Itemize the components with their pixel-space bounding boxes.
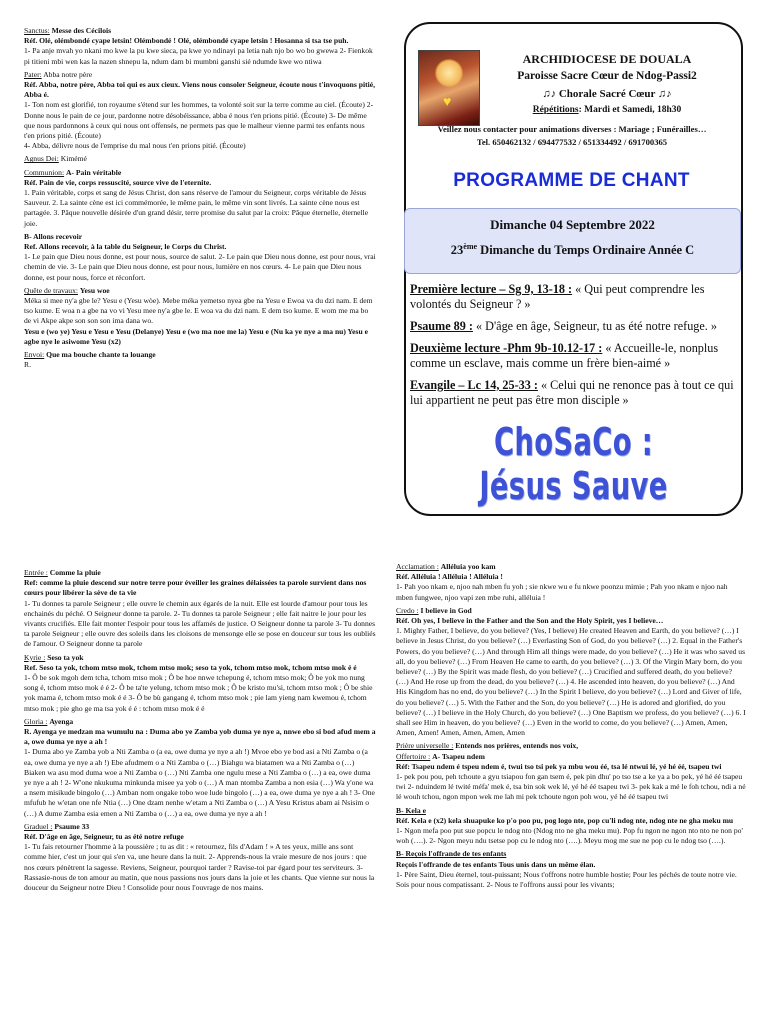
gloria-label: Gloria :: [24, 716, 48, 726]
psalm-label: Psaume 89 :: [410, 319, 473, 333]
kela-title: B- Kela e: [396, 805, 426, 815]
mass-date: Dimanche 04 Septembre 2022: [490, 217, 655, 232]
graduel-verse-3: 3- Rassasie-nous de ton amour au matin, que nous passions nos jours dans la joie et les chants. Que vienne sur nous la douceur du Seigneur notre Dieu ! Consolide pour nous l'ouvrage de nos mains.: [24, 862, 375, 893]
pater-verse-3: 3- De même que nous pardonnons à ceux qui nous ont offensés, ne permets pas que le malheur vienne parmi tes enfants nous t'en prions pitié. (Écoute): [24, 110, 367, 141]
second-reading: [410, 341, 735, 371]
quete-title: Yesu woe: [79, 285, 110, 295]
first-reading: [410, 282, 735, 312]
entree-section: [24, 568, 376, 650]
agnus-title: Kimémé: [60, 154, 87, 164]
liturgical-sunday: [405, 242, 740, 258]
phone-numbers: Tel. 650462132 / 694477532 / 651334492 / 691700365: [476, 137, 668, 147]
credo-verse-3: 3. Of the Virgin Mary born, do you believe? (…) By the Spirit was made flesh, do you believe? (…) Crucified and suffered death, do you believe? (…) And He rose up from the dead, do you believe? (…): [396, 656, 742, 687]
first-reading-label: Première lecture – Sg 9, 13-18 :: [410, 282, 573, 296]
credo-title: I believe in God: [420, 605, 472, 615]
kela-section: [396, 806, 746, 847]
repetitions-label: Répétitions: [532, 105, 579, 115]
heart-icon: ♥: [443, 93, 452, 109]
repetitions-value: : Mardi et Samedi, 18h30: [578, 105, 682, 115]
graduel-verse-1: 1- Tu fais retourner l'homme à la poussière ; tu as dit : « retournez, fils d'Adam ! » A tes yeux, mille ans sont comme hier, c'est un jour qui s'en va, une heure dans la nuit.: [24, 842, 354, 862]
gloria-verse-3: 3- One mfufub he w'etan one nfe Ntia (…) One dzam nenhe w'etam a Nti Zamba o (…) A Yesu Kristus abam ai Nsisim o (…) A dume Zamba esia emen a Nti Zamba o (…) a ea, owe duma ye nye a ah !: [24, 788, 375, 818]
pater-verse-2: 2- Donne nous le pain de ce jour, pardonne notre désobéissance, abba é nous t'en prions pitié. (Écoute): [24, 100, 374, 120]
quete-section: [24, 286, 376, 347]
kela-verse-1: 1- Ngon mefa poo put sue popcu le ndog nto (Ndog nto ne gha meku mu). Pop fu ngon ne ngon nto nto ne non po' woh (….).: [396, 826, 743, 846]
date-box: [404, 208, 741, 274]
credo-verse-1: 1. Mighty Father, I believe, do you believe? (Yes, I believe) He created Heaven and Earth, do you believe? (…) I believe in Jesus Christ, do you believe? (…) Everlasting Son of God, do you believe? (…): [396, 626, 739, 646]
offertoire-refrain: Réf: Tsapeu ndem é tspeu ndem é, twui tso tsi pek ya mbu wou éé, tsa lé ntwui lé, yé hé éé, tsapeu twi: [396, 761, 722, 771]
communion-verse-1: 1. Pain véritable, corps et sang de Jésus Christ, don sans réserve de l'amour du Seigneur, corps véritable de Jésus Sauveur.: [24, 188, 367, 208]
parish-name: Paroisse Sacre Cœur de Ndog-Passi2: [517, 70, 697, 82]
kyrie-label: Kyrie :: [24, 652, 46, 662]
recois-refrain: Reçois l'offrande de tes enfants Tous unis dans un même élan.: [396, 859, 596, 869]
gloria-verse-2: 2- W'one nkukuma minkunda misee ya yob o (…) A man ntomba Zamba a non esia (…) Wa y'one wa a nsem misikude bingolo (…) Amban nom ongake tobo woe lude bingolo (…) a ea, owe duma ye nye a ah !: [24, 778, 374, 798]
sanctus-label: Sanctus:: [24, 26, 50, 35]
priere-label: Prière universelle :: [396, 741, 454, 751]
quete-label: Quête de travaux:: [24, 285, 78, 295]
first-reading-text: « Qui peut comprendre les volontés du Seigneur ? »: [410, 282, 705, 311]
second-reading-label: Deuxième lecture -Phm 9b-10.12-17 :: [410, 341, 603, 355]
pater-refrain: Réf. Abba, notre père, Abba toi qui es aux cieux. Viens nous consoler Seigneur, écoute nous t'invoquons pitié, Abba é.: [24, 80, 375, 100]
allons-title: B- Allons recevoir: [24, 231, 83, 241]
communion-label: Communion:: [24, 167, 65, 177]
envoi-r: R.: [24, 360, 31, 370]
right-bottom-column: [396, 562, 746, 893]
credo-refrain: Réf. Oh yes, I believe in the Father and the Son and the Holy Spirit, yes I believe…: [396, 616, 664, 626]
credo-verse-2: 2. Equal in the Father's Powers, do you believe? (…) And through Him all things were made, do you believe? (…) He it was who saved us all, do you believe? (…) From Heaven He came to earth, do you believe? (…): [396, 636, 746, 666]
acclamation-title: Alléluia yoo kam: [440, 562, 496, 571]
allons-section: [24, 232, 376, 283]
acclamation-refrain: Réf. Alléluia ! Alléluia ! Alléluia !: [396, 572, 503, 582]
recois-verse-2: 2- Nous te l'offrons aussi pour les vivants;: [486, 880, 615, 890]
left-top-column: [24, 26, 376, 374]
agnus-label: Agnus Dei:: [24, 154, 59, 164]
entree-verse-3: 3- Tu donnes ta parole Seigneur ; elle ouvre des soleils dans les cloisons de mensonge elle se pose en douceur sur tous les oubliés de l'amour. O Seigneur donne ta parole: [24, 619, 376, 649]
kyrie-verse-1: 1- Ô be sok mgoh dem tcha, tchom mtso mok ; Ô be hoe nnwe tchepung é, tchom mtso mok; Ô be yok mo nung song é, tchom mtso mok é é: [24, 673, 365, 693]
acclamation-section: [396, 562, 746, 603]
sunday-superscript: ème: [463, 242, 478, 251]
gloria-refrain: R. Ayenga ye medzan ma wumulu na : Duma abo ye Zamba yob duma ye nye a, nnwe ebo si bod afud mem a a, owe duma ye nye a ah !: [24, 727, 376, 747]
diocese-name: ARCHIDIOCESE DE DOUALA: [522, 52, 692, 66]
sunday-number: 23: [450, 243, 464, 258]
psalm: [410, 319, 735, 334]
sanctus-refrain: Réf. Olé, olémbondé cyape letsin! Olémbondé ! Olé, olémbondé cyape letsin ! Hosanna si tsa tse puh.: [24, 36, 349, 46]
pater-section: [24, 70, 376, 152]
pater-label: Pater:: [24, 69, 42, 79]
communion-refrain: Réf. Pain de vie, corps ressuscité, source vive de l'eternite.: [24, 177, 212, 187]
psalm-text: « D'âge en âge, Seigneur, tu as été notre refuge. »: [476, 319, 717, 333]
graduel-verse-2: 2- Apprends-nous la vraie mesure de nos jours : que nos cœurs pénètrent la sagesse. Reviens, Seigneur, pourquoi tarder ? Ravise-toi par égard pour tes serviteurs.: [24, 852, 367, 872]
recois-verse-1: 1- Père Saint, Dieu éternel, tout-puissant; Nous t'offrons notre humble hostie; Pour les péchés de toute notre vie. Sois pour nous compatissant.: [396, 869, 737, 890]
quete-body: Méka si mee ny'a gbe le? Yesu e (Yesu wòe). Mebe méka yemetso nyea gbe na Yesu e Ewoa va du dzi nam. E dem tso kume. E woa n a gbe na vo vi Yesu mee ny'a gbe le. E woa va du dzi nam. E dem tso kume. E wom me ma bo de vi Akpe akpe son son son ima dana wo.: [24, 296, 373, 326]
credo-label: Credo :: [396, 605, 419, 615]
priere-section: [396, 741, 746, 802]
offertoire-verse-2: 2- nduindem lé twité méfa' mek é, tsa bin sok wek lé, yé hé éé tsapeu twi: [407, 782, 630, 792]
kela-refrain: Réf. Kela e (x2) kela shuapuke ko p'o poo pu, pog logo nte, pop cu'li ndog nte, ndog nte ne gha meku mu: [396, 815, 734, 825]
entree-refrain: Ref: comme la pluie descend sur notre terre pour éveiller les graines délaissées ta parole survient dans nos cœurs pour libérer la sève de ta vie: [24, 578, 367, 598]
kyrie-title: Seso ta yok: [47, 652, 84, 662]
credo-verse-4: 4. He ascended into heaven, do you believe? (…) And His Kingdom has no end, do you believe? (…) In the Spirit I believe, do you believe? (…) Lord and Giver of life, do you believe? (…): [396, 677, 742, 707]
envoi-label: Envoi:: [24, 350, 45, 360]
halo-icon: [435, 59, 463, 87]
graduel-section: [24, 822, 376, 893]
readings-list: [410, 282, 735, 415]
sanctus-verse-2: 2- Fienkok pi titieni mbi wen kas la nazen shnepu la, ndum dam bi mumbni ganshi sié ndumde kwe wo ntiwa: [24, 46, 373, 66]
kyrie-verse-3: 3- Ô be bù gangang é, tchom mtso mok ; pie lam yieng nam kwemou é, tchom mtso mok ; pie gho ge ma tsa yok é é : tchom mtso mok é é: [24, 693, 367, 713]
second-reading-text: « Accueille-le, nonplus comme un esclave, mais comme un frère bien-aimé »: [410, 341, 719, 370]
recois-section: [396, 849, 746, 890]
choir-name: ♫♪ Chorale Sacré Cœur ♫♪: [542, 88, 672, 100]
acclamation-label: Acclamation :: [396, 562, 439, 571]
entree-title: Comme la pluie: [49, 568, 101, 577]
allons-verse-4: 4- Le pain que Dieu nous donne, est pour nous, force et réconfort.: [24, 262, 362, 282]
credo-verse-6: 6. I shall see Him in heaven, do you believe? (…) Even in the world to come, do you believe? (…) Amen, Amen, Amen, Amen! Amen, Amen, Amen, Amen: [396, 707, 746, 738]
kela-verse-2: 2- Ngon meyu ndu tsetse pop cu le ndog nto (….). Meyu mog me sue ne pop cu le ndog tso (….).: [429, 836, 726, 846]
sanctus-title: Messe des Cécilois: [51, 26, 112, 35]
offertoire-verse-3: 3- pek kak a mé le foh tchou, ndi a né lé wouh tchou, ngon mpon wek me lah mi pek tchoute ngon poh wou, yé hé éé tsapeu twi: [396, 782, 746, 802]
gospel: [410, 378, 735, 408]
agnus-section: [24, 154, 376, 164]
communion-title: A- Pain véritable: [66, 167, 122, 177]
offertoire-label: Offertoire :: [396, 751, 431, 761]
sanctus-section: [24, 26, 376, 67]
graduel-refrain: Réf. D'âge en âge, Seigneur, tu as été notre refuge: [24, 832, 184, 842]
allons-refrain: Ref. Allons recevoir, à la table du Seigneur, le Corps du Christ.: [24, 242, 227, 252]
credo-verse-5: 5. With the Father and the Son, do you believe? (…) He is adored and glorified, do you believe? (…) I believe in the Holy Church, do you believe? (…) One Baptism we profess, do you believe? (…): [396, 697, 734, 717]
credo-section: [396, 606, 746, 739]
contact-line: Veillez nous contacter pour animations diverses : Mariage ; Funérailles…: [437, 124, 707, 134]
gloria-title: Ayenga: [49, 716, 74, 726]
gloria-verse-1: 1- Duma abo ye Zamba yob a Nti Zamba o (a ea, owe duma ye nye a ah !) Mvoe ebo ye bod asi a Nti Zamba o (a ea, owe duma ye nye a ah !) Ebe afudmem o a Nti Zamba o (…) Biahgu wa biatamen wa a Nti Zamba o (…) Biaken wa asu mod duma woe a Nti Zamba o (…) Nti Zamba one ngulu mese a Nti Zamba o (…) a ea, owe duma ye nye a ah !: [24, 747, 371, 788]
quete-refrain: Yesu e (wo ye) Yesu e Yesu e Yesu (Delanye) Yesu e (wo ma noe me la) Yesu e (Nu ka ye nye a ma nu) Yesu e agbe nye le asiwome Yesu (x2): [24, 326, 369, 346]
envoi-section: [24, 350, 376, 370]
program-title: PROGRAMME DE CHANT: [453, 170, 690, 191]
kyrie-section: [24, 653, 376, 714]
entree-label: Entrée :: [24, 568, 48, 577]
acclamation-verse-1: 1- Pah yoo nkam e, njoo nah mben fu yoh ; sie nkwe wu e fu nkwe poonzu mimie ; Pah yoo nkam e njoo nah mben fungwee, njoo vapi zen mbe ruhi, alléluia !: [396, 582, 728, 602]
kyrie-refrain: Ref. Seso ta yok, tchom mtso mok, tchom mtso mok; seso ta yok, tchom mtso mok, tchom mtso mok é é: [24, 662, 357, 672]
pater-verse-4: 4- Abba, délivre nous de l'emprise du mal nous t'en prions pitié. (Écoute): [24, 141, 246, 151]
offertoire-title: A- Tsapeu ndem: [432, 751, 485, 761]
allons-verse-1: 1- Le pain que Dieu nous donne, est pour nous, source de salut.: [24, 252, 217, 262]
gospel-text: « Celui qui ne renonce pas à tout ce qui lui appartient ne peut pas être mon disciple »: [410, 378, 734, 407]
communion-section: [24, 168, 376, 229]
gospel-label: Evangile – Lc 14, 25-33 :: [410, 378, 538, 392]
gloria-section: [24, 717, 376, 819]
communion-verse-3: 3. Pâque nouvelle désirée d'un grand désir, terre promise du salut par la croix: Pâque éternelle, éternelle joie.: [24, 208, 369, 228]
graduel-title: Psaume 33: [54, 821, 90, 831]
priere-title: Entends nos prières, entends nos voix,: [455, 741, 579, 751]
left-bottom-column: [24, 568, 376, 896]
repetitions-line: [482, 105, 732, 115]
pater-title: Abba notre père: [43, 69, 93, 79]
sunday-text: Dimanche du Temps Ordinaire Année C: [480, 243, 695, 258]
entree-verse-2: 2- Tu donnes ta parole Seigneur ; elle fait naitre le jour pour les vivants crucifiés. Elle fait monter l'espoir pour tous les affamés de justice. O Seigneur donne ta parole: [24, 608, 367, 629]
allons-verse-2: 2- Le pain que Dieu nous donne, est pour nous, vrai chemin de vie.: [24, 252, 376, 272]
graduel-label: Graduel :: [24, 821, 53, 831]
kyrie-verse-2: 2- Ô be ta'te yelung, tchom mtso mok ; Ô be kristo mu'si, tchom mtso mok ; Ô be shie yok mama é, tchom mtso mok é é: [24, 683, 373, 703]
slogan: ChoSaCo : Jésus Sauve: [479, 420, 668, 508]
communion-verse-2: 2. La sainte cène est ici commémorée, le même pain, le même vin sont livrés. La sainte cène nous est partagée.: [24, 198, 360, 218]
pater-verse-1: 1- Ton nom est glorifié, ton royaume s'étend sur les hommes, ta volonté soit sur la terre comme au ciel. (Écoute): [24, 100, 365, 110]
sanctus-verse-1: 1- Pa anje mvah yo nkani mo kwe la pu kwe sieca, pa kwe yo ndinayi pa letia nah njo bo wo bo gwewa: [24, 46, 338, 56]
envoi-title: Que ma bouche chante ta louange: [46, 350, 156, 360]
allons-verse-3: 3- Le pain que Dieu nous donne, est pour nous, lumière en nos cœurs.: [70, 262, 283, 272]
recois-title: B- Reçois l'offrande de tes enfants: [396, 849, 507, 859]
cover-header: [412, 38, 732, 156]
entree-verse-1: 1- Tu donnes ta parole Seigneur ; elle ouvre le chemin aux égarés de la nuit. Elle est lourde d'amour pour tous les enchainés du péché. O Seigneur donne ta parole.: [24, 598, 368, 618]
sacred-heart-image: [418, 50, 480, 126]
offertoire-verse-1: 1- pek pou pou, peh tchoute a gyu tsiapou fon gan tsem é, pek pin dhu' po tso tse a ke ya a bo pek, yé hé éé tsapeu twi: [396, 772, 743, 792]
